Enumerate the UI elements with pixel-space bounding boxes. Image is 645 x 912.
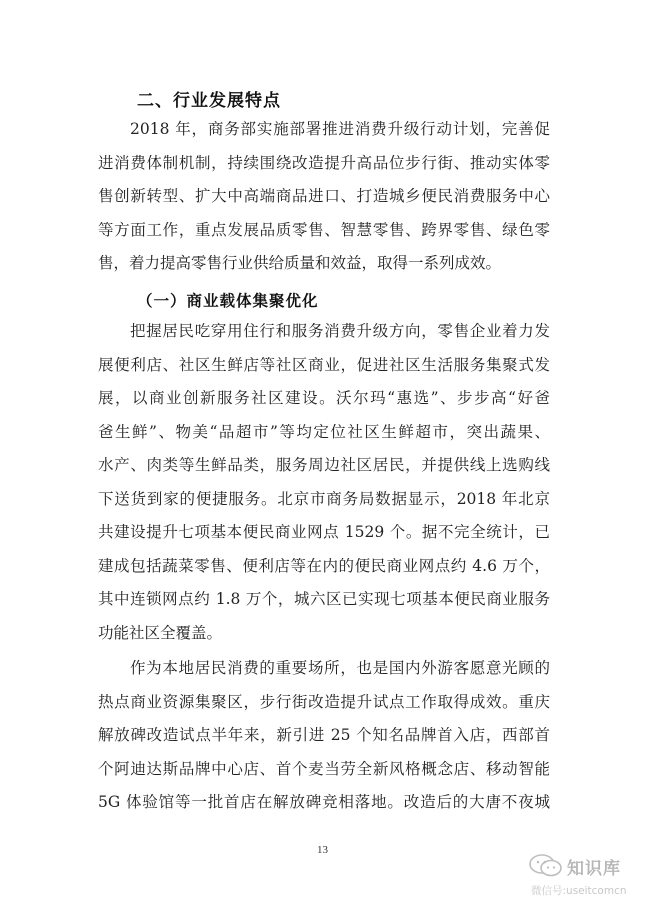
paragraph-line: 建成包括蔬菜零售、便利店等在内的便民商业网点约 4.6 万个， bbox=[98, 556, 550, 575]
paragraph-line: 共建设提升七项基本便民商业网点 1529 个。据不完全统计，已 bbox=[98, 523, 550, 541]
paragraph-line: 功能社区全覆盖。 bbox=[98, 623, 223, 642]
paragraph-line: 热点商业资源集聚区，步行街改造提升试点工作取得成效。重庆 bbox=[98, 692, 550, 711]
paragraph-line: 水产、肉类等生鲜品类，服务周边社区居民，并提供线上选购线 bbox=[98, 456, 550, 474]
paragraph-2 bbox=[98, 315, 550, 650]
watermark bbox=[517, 853, 637, 905]
watermark-brand: 知识库 bbox=[567, 859, 621, 879]
paragraph-line: 售，着力提高零售行业供给质量和效益，取得一系列成效。 bbox=[98, 254, 502, 272]
wechat-icon bbox=[529, 854, 563, 878]
paragraph-3 bbox=[98, 652, 550, 820]
paragraph-line: 解放碑改造试点半年来，新引进 25 个知名品牌首入店，西部首 bbox=[98, 726, 550, 744]
paragraph-line: 售创新转型、扩大中高端商品进口、打造城乡便民消费服务中心 bbox=[98, 187, 550, 205]
paragraph-1 bbox=[98, 113, 550, 281]
paragraph-line: 把握居民吃穿用住行和服务消费升级方向，零售企业着力发 bbox=[130, 322, 550, 340]
subsection-heading: （一）商业载体集聚优化 bbox=[137, 292, 319, 310]
paragraph-line: 个阿迪达斯品牌中心店、首个麦当劳全新风格概念店、移动智能 bbox=[98, 759, 550, 778]
paragraph-line: 其中连锁网点约 1.8 万个，城六区已实现七项基本便民商业服务 bbox=[98, 590, 550, 608]
paragraph-line: 2018 年，商务部实施部署推进消费升级行动计划，完善促 bbox=[130, 120, 550, 138]
paragraph-line: 爸生鲜”、物美“品超市”等均定位社区生鲜超市，突出蔬果、 bbox=[98, 422, 550, 441]
paragraph-line: 展，以商业创新服务社区建设。沃尔玛“惠选”、步步高“好爸 bbox=[98, 389, 550, 407]
paragraph-line: 展便利店、社区生鲜店等社区商业，促进社区生活服务集聚式发 bbox=[98, 355, 550, 374]
paragraph-line: 进消费体制机制，持续围绕改造提升高品位步行街、推动实体零 bbox=[98, 153, 550, 172]
watermark-subtitle: 微信号:useitcomcn bbox=[531, 885, 627, 897]
paragraph-line: 下送货到家的便捷服务。北京市商务局数据显示，2018 年北京 bbox=[98, 489, 550, 508]
paragraph-line: 5G 体验馆等一批首店在解放碑竞相落地。改造后的大唐不夜城 bbox=[98, 793, 550, 811]
page-number: 13 bbox=[317, 844, 328, 856]
section-heading: 二、行业发展特点 bbox=[137, 91, 281, 111]
paragraph-line: 等方面工作，重点发展品质零售、智慧零售、跨界零售、绿色零 bbox=[98, 220, 550, 239]
paragraph-line: 作为本地居民消费的重要场所，也是国内外游客愿意光顾的 bbox=[130, 659, 550, 677]
